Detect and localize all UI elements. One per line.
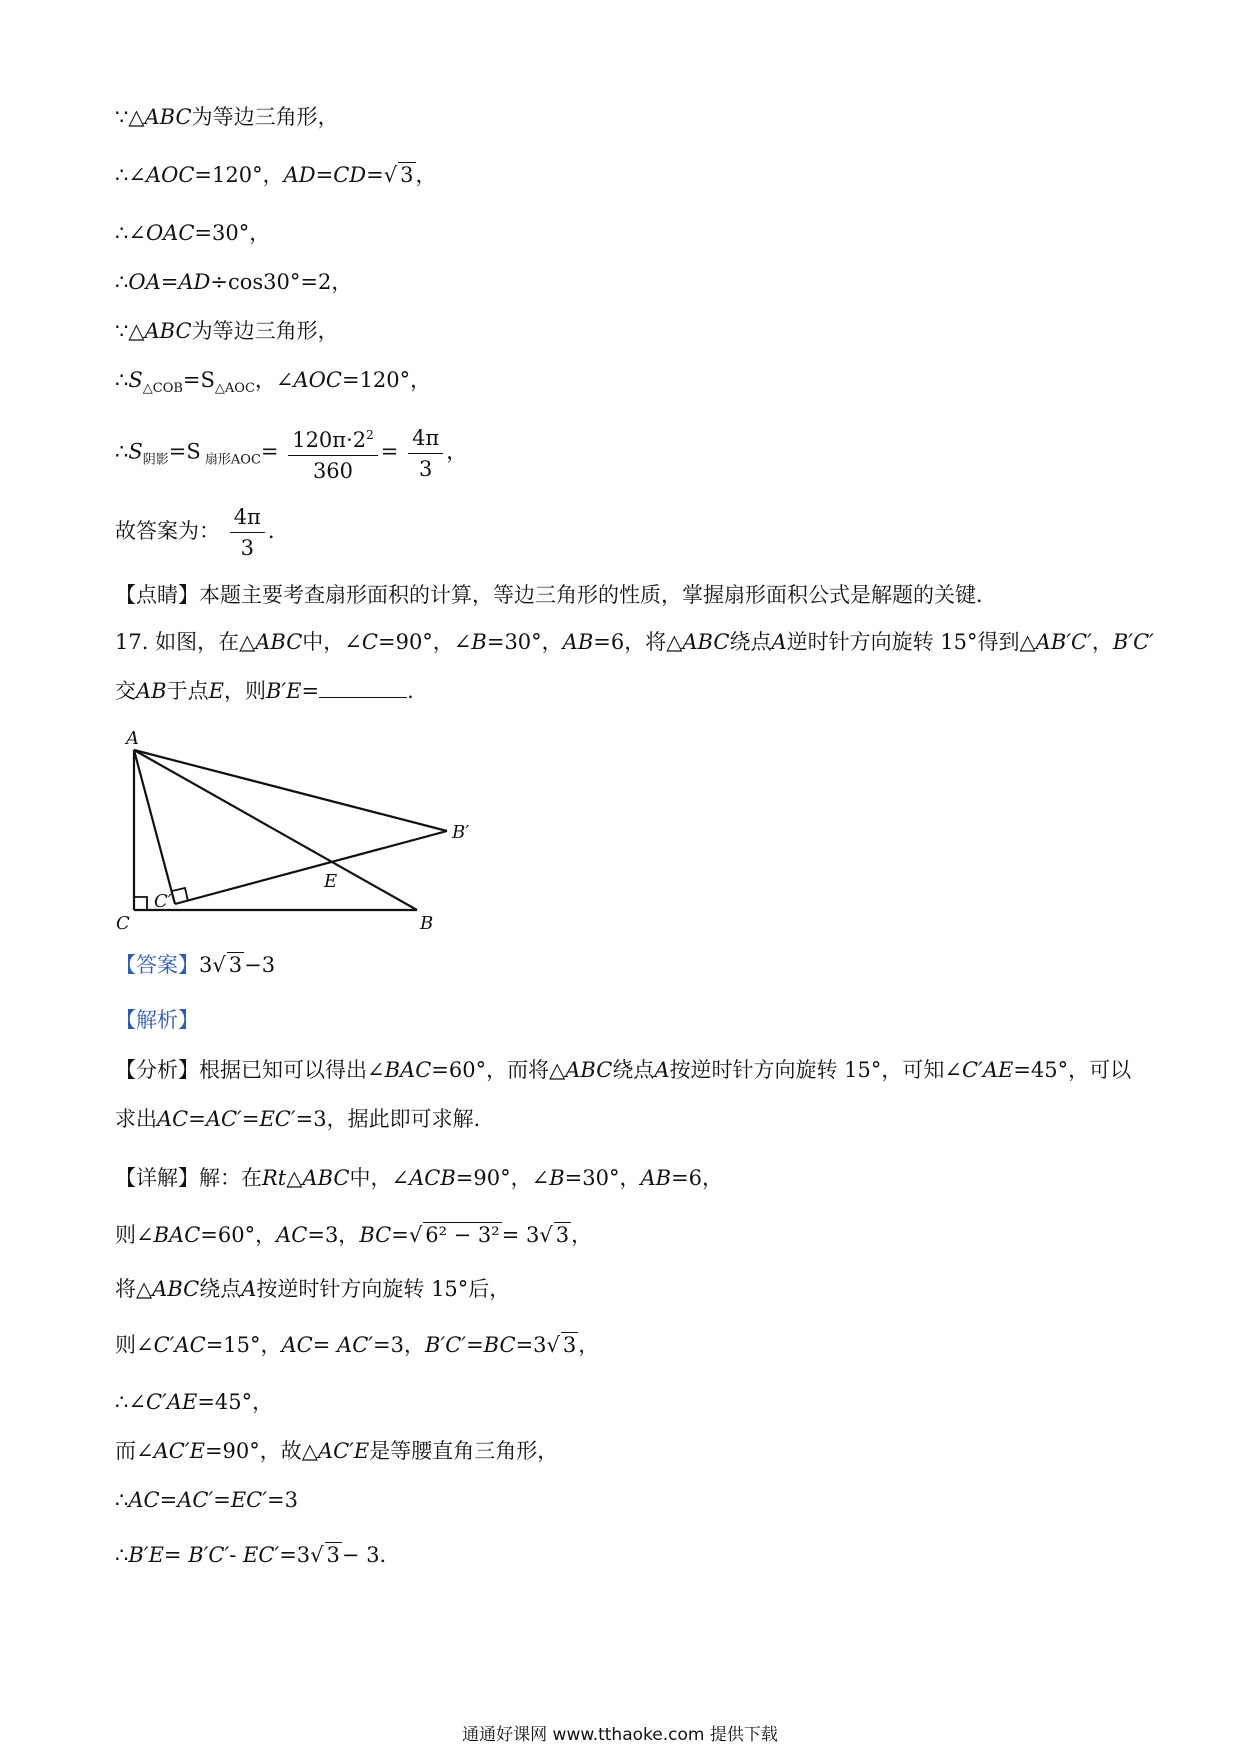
sector-area-fraction: $\frac{120\pi\cdot 2^2}{360}$	[288, 420, 378, 486]
label-B: B	[420, 913, 434, 934]
label-B-prime: B′	[452, 822, 470, 843]
solution-line-5: ∵△ABC为等边三角形，	[115, 319, 339, 343]
solution-line-4: ∴OA=AD÷cos30°=2，	[115, 270, 353, 294]
question-17-line-1: 17. 如图，在△ABC中，∠C=90°，∠B=30°，AB=6，将△ABC绕点A逆时针方向旋转 15°得到△AB′C′，B′C′	[115, 630, 1154, 654]
solution-line-2: ∴∠AOC=120°，AD=CD=√ 3，	[115, 163, 437, 187]
solution-line-1: ∵△ABC为等边三角形，	[115, 105, 339, 129]
analysis-line-1: 【分析】根据已知可以得出∠BAC=60°，而将△ABC绕点A按逆时针方向旋转 15°，可知∠C′AE=45°，可以	[115, 1058, 1132, 1082]
question-17-line-2: 交AB于点E，则B′E= .	[115, 679, 414, 703]
sqrt-3: 3	[400, 163, 414, 187]
triangle-figure	[112, 722, 472, 937]
right-angle-mark-C	[134, 897, 147, 910]
detail-line-1: 【详解】解：在Rt△ABC中，∠ACB=90°，∠B=30°，AB=6，	[115, 1166, 724, 1190]
detail-line-2: 则∠BAC=60°，AC=3，BC=√ 6² − 3²= 3√ 3，	[115, 1223, 593, 1247]
detail-line-4: 则∠C′AC=15°，AC= AC′=3，B′C′=BC=3√ 3，	[115, 1333, 600, 1357]
detail-line-5: ∴∠C′AE=45°，	[115, 1390, 274, 1414]
solution-line-6: $\therefore S_{\triangle COB}=S_{\triangle AOC}$，∠AOC=120°，	[115, 368, 432, 397]
detail-line-8: ∴B′E= B′C′- EC′=3√ 3− 3.	[115, 1543, 387, 1567]
result-fraction: $\frac{4\pi}{3}$	[408, 423, 443, 484]
answer-blank	[319, 677, 407, 698]
segment-AB-prime	[134, 750, 447, 831]
segment-AB	[134, 750, 417, 910]
detail-line-3: 将△ABC绕点A按逆时针方向旋转 15°后，	[115, 1277, 511, 1301]
analysis-line-2: 求出AC=AC′=EC′=3，据此即可求解．	[115, 1107, 495, 1131]
detail-line-6: 而∠AC′E=90°，故△AC′E是等腰直角三角形，	[115, 1439, 559, 1463]
page-footer: 通通好课网 www.tthaoke.com 提供下载	[462, 1725, 778, 1745]
solution-line-7: $\therefore S_{阴影}=S$ $_{扇形AOC}$= $\frac{120\pi\cdot 2^2}{360}$ = $\frac{4\pi}{3}$ ，	[115, 420, 467, 486]
label-E: E	[324, 871, 338, 892]
comment-line: 【点睛】本题主要考查扇形面积的计算，等边三角形的性质，掌握扇形面积公式是解题的关键．	[115, 583, 997, 607]
detail-line-7: ∴AC=AC′=EC′=3	[115, 1488, 298, 1512]
analysis-heading: 【解析】	[115, 1008, 199, 1032]
label-C-prime: C′	[154, 891, 172, 912]
label-A: A	[126, 728, 139, 749]
answer-section: 【答案】3√ 3−3	[115, 953, 276, 977]
label-C: C	[116, 913, 130, 934]
answer-fraction: $\frac{4\pi}{3}$	[230, 502, 265, 563]
answer-line: 故答案为： $\frac{4\pi}{3}$ .	[115, 502, 275, 563]
solution-line-3: ∴∠OAC=30°，	[115, 221, 271, 245]
segment-C-prime-B-prime	[175, 831, 447, 904]
segment-AC-prime	[134, 750, 175, 904]
